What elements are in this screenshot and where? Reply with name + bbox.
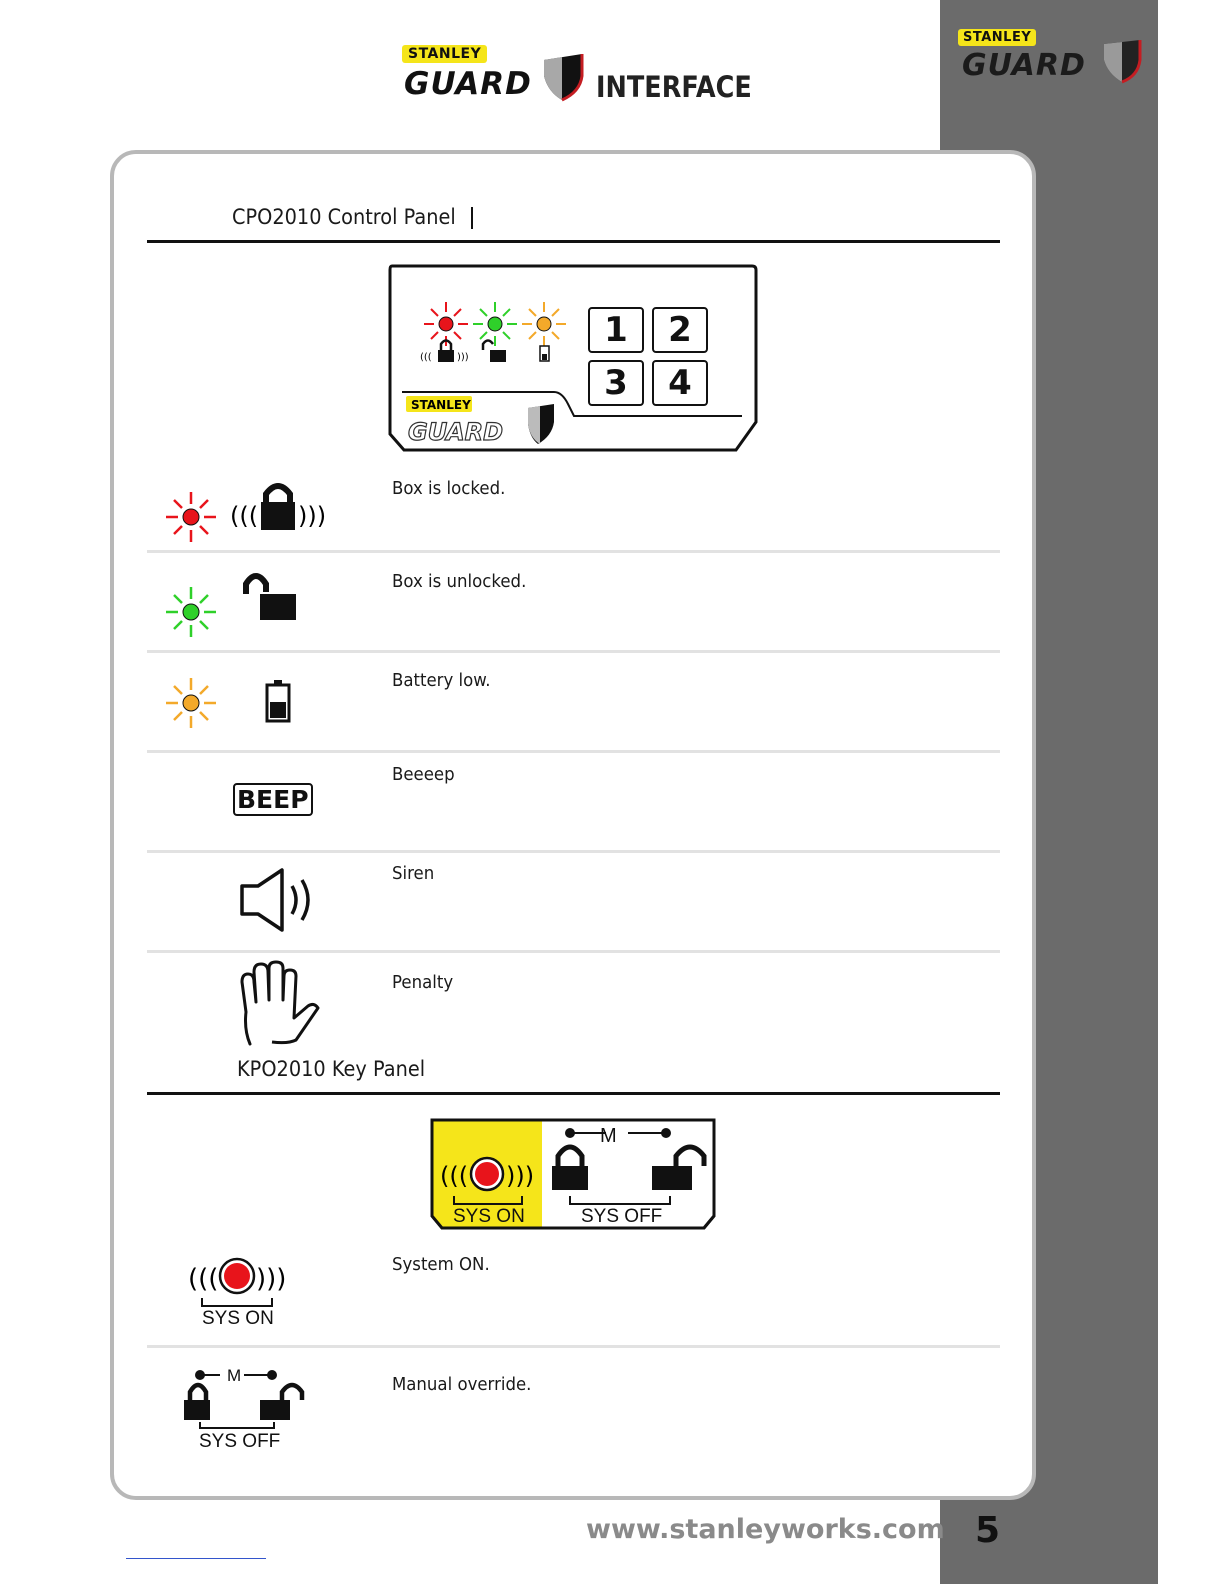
row-unlocked-text: Box is unlocked.	[392, 571, 527, 592]
sys-off-button-label[interactable]: SYS OFF	[581, 1206, 663, 1227]
row-divider	[147, 750, 1000, 753]
row-divider	[147, 850, 1000, 853]
section-divider	[147, 1092, 1000, 1095]
svg-text:))): )))	[457, 352, 469, 363]
amber-led-icon	[164, 676, 218, 730]
key-1[interactable]: 1	[588, 307, 644, 353]
control-panel-title: CPO2010 Control Panel	[232, 205, 456, 229]
sys-on-label: SYS ON	[202, 1308, 274, 1329]
green-led-icon	[164, 585, 218, 639]
svg-text:(((: (((	[188, 1264, 219, 1294]
svg-text:(((: (((	[230, 502, 259, 530]
header-brand-word: GUARD	[404, 66, 532, 102]
lock-icon	[228, 480, 328, 534]
section-divider	[147, 240, 1000, 243]
shield-icon	[1100, 38, 1144, 84]
panel-brand-tag: STANLEY	[411, 398, 471, 412]
page-title: INTERFACE	[596, 70, 752, 104]
page-number: 5	[975, 1510, 1001, 1551]
beep-label: BEEP	[233, 783, 313, 816]
sidebar-brand-word: GUARD	[962, 48, 1086, 83]
hand-icon	[232, 958, 324, 1050]
svg-text:(((: (((	[420, 352, 432, 363]
speaker-icon	[236, 866, 322, 936]
shield-icon	[540, 52, 586, 102]
manual-override-icon	[180, 1364, 306, 1432]
header-logo	[402, 45, 487, 63]
row-siren-text: Siren	[392, 863, 435, 884]
svg-text:))): )))	[256, 1264, 287, 1294]
key-4[interactable]: 4	[652, 360, 708, 406]
key-panel-title: KPO2010 Key Panel	[237, 1057, 426, 1081]
row-locked-text: Box is locked.	[392, 478, 506, 499]
key-2[interactable]: 2	[652, 307, 708, 353]
row-penalty-text: Penalty	[392, 972, 454, 993]
svg-text:))): )))	[298, 502, 327, 530]
row-divider	[147, 550, 1000, 553]
row-beep-text: Beeeep	[392, 764, 455, 785]
row-divider	[147, 1345, 1000, 1348]
footer-link-underline	[126, 1558, 266, 1559]
alarm-button-icon	[188, 1254, 288, 1310]
row-system-on-text: System ON.	[392, 1254, 490, 1275]
row-divider	[147, 650, 1000, 653]
text-cursor	[471, 207, 473, 229]
row-divider	[147, 950, 1000, 953]
svg-text:(((: (((	[440, 1162, 469, 1190]
sys-on-button-label[interactable]: SYS ON	[453, 1206, 525, 1227]
manual-override-m-label: M	[227, 1366, 242, 1385]
svg-text:))): )))	[506, 1162, 535, 1190]
sidebar-brand-tag: STANLEY	[958, 29, 1036, 46]
header-brand-tag: STANLEY	[402, 45, 487, 63]
sidebar-logo	[958, 28, 1036, 46]
control-panel-illustration	[386, 262, 760, 456]
manual-label: M	[600, 1125, 617, 1147]
unlock-icon	[238, 570, 302, 624]
footer-url[interactable]: www.stanleyworks.com	[586, 1514, 945, 1545]
battery-icon	[262, 678, 294, 724]
row-battery-text: Battery low.	[392, 670, 491, 691]
sys-off-label: SYS OFF	[199, 1431, 281, 1452]
beep-icon	[233, 786, 313, 814]
red-led-icon	[164, 490, 218, 544]
panel-brand-word: GUARD	[408, 418, 504, 446]
key-3[interactable]: 3	[588, 360, 644, 406]
row-manual-override-text: Manual override.	[392, 1374, 532, 1395]
battery-icon	[540, 346, 549, 361]
